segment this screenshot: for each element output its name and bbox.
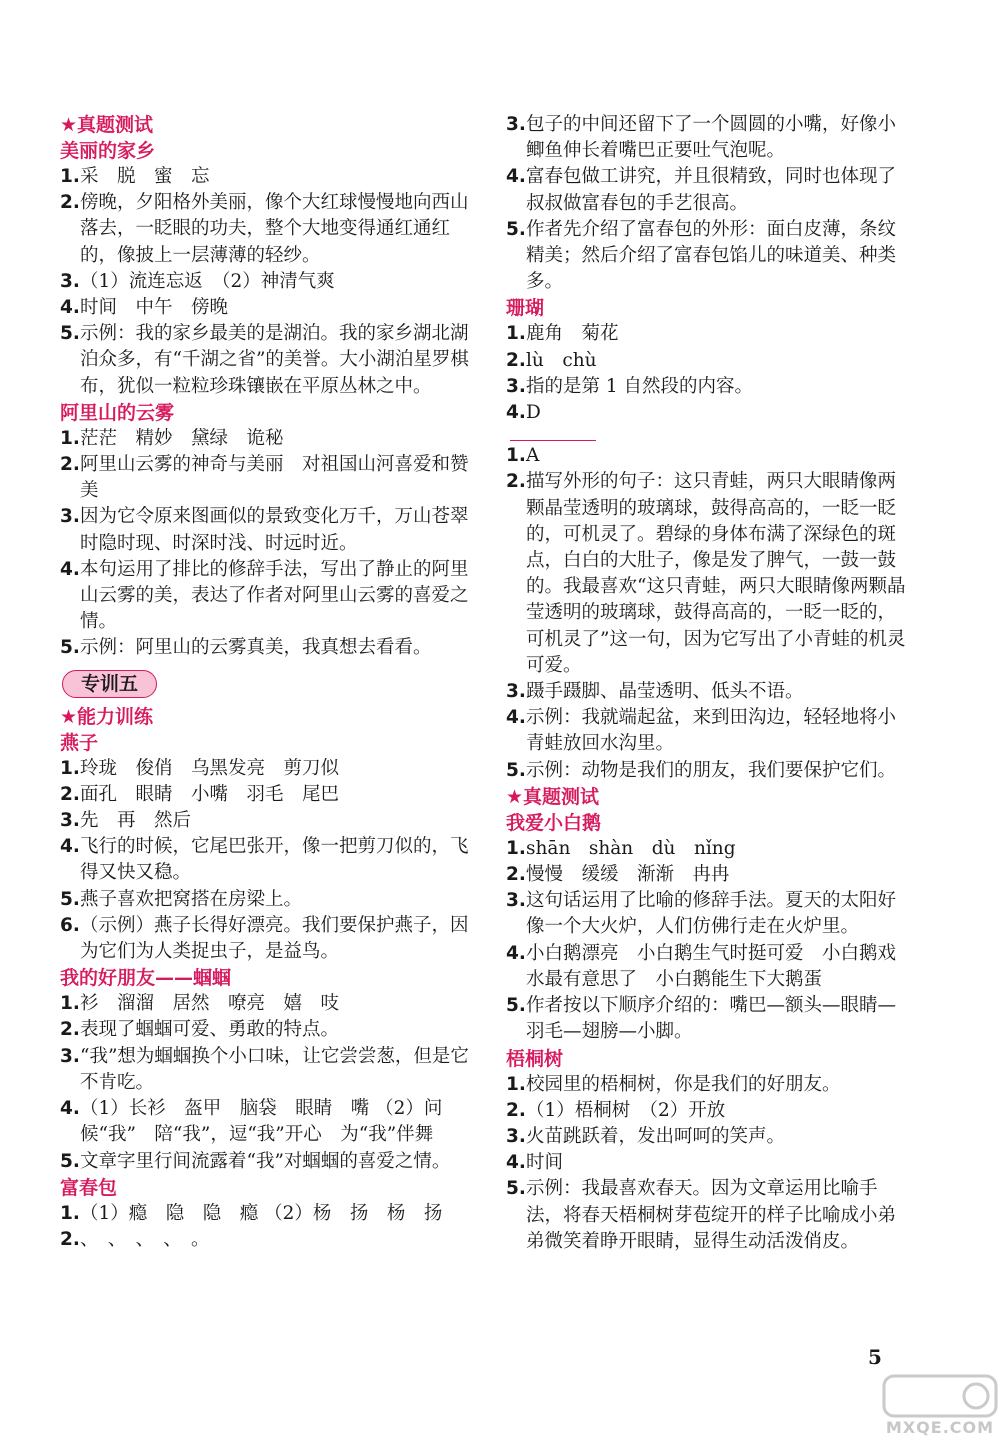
- answer-number: 3.: [506, 1125, 526, 1147]
- answer-text: 、 、 、 、 。: [80, 1228, 210, 1250]
- answer-item: [60, 1201, 472, 1227]
- answer-text: 本句运用了排比的修辞手法，写出了静止的阿里山云雾的美，表达了作者对阿里山云雾的喜爱之情。: [80, 558, 469, 633]
- answer-list: [60, 164, 472, 400]
- answer-number: 5.: [60, 1150, 80, 1172]
- answer-number: 2.: [60, 454, 80, 476]
- answer-item: [60, 1017, 472, 1043]
- answer-number: 4.: [506, 166, 526, 188]
- answer-text: lù chù: [526, 349, 597, 371]
- answer-item: [506, 993, 906, 1045]
- answer-text: 茫茫 精妙 黛绿 诡秘: [80, 427, 284, 449]
- answer-text: 阿里山云雾的神奇与美丽 对祖国山河喜爱和赞美: [80, 454, 469, 502]
- answer-number: 5.: [506, 1178, 526, 1200]
- answer-number: 4.: [60, 558, 80, 580]
- answer-item: [506, 1072, 906, 1098]
- answer-number: 4.: [60, 836, 80, 858]
- answer-item: [60, 426, 472, 452]
- answer-item: [506, 1176, 906, 1255]
- section-title: 我的好朋友——蝈蝈: [60, 967, 232, 990]
- answer-text: 表现了蝈蝈可爱、勇敢的特点。: [80, 1019, 340, 1041]
- answer-item: [60, 295, 472, 321]
- answer-item: [506, 469, 906, 679]
- answer-item: [60, 756, 472, 782]
- answer-list: [60, 756, 472, 966]
- answer-number: 2.: [60, 783, 80, 805]
- answer-text: 包子的中间还留下了一个圆圆的小嘴，好像小鲫鱼伸长着嘴巴正要吐气泡呢。: [526, 114, 897, 162]
- answer-number: 5.: [60, 637, 80, 659]
- answer-item: [506, 836, 906, 862]
- answer-text: 描写外形的句子：这只青蛙，两只大眼睛像两颗晶莹透明的玻璃球，鼓得高高的，一眨一眨的，可机灵了。碧绿的身体布满了深绿色的斑点，白白的大肚子，像是发了脾气，一鼓一鼓的。我最喜欢“这只青蛙，两只大眼睛像两颗晶莹透明的玻璃球，鼓得高高的，一眨一眨的，可机灵了”这一句，因为它写出了小青蛙的机灵可爱。: [526, 471, 906, 676]
- answer-list: [506, 836, 906, 1046]
- answer-number: 4.: [506, 942, 526, 964]
- answer-text: 鹿角 菊花: [526, 323, 619, 345]
- answer-text: 作者先介绍了富春包的外形：面白皮薄，条纹精美；然后介绍了富春包馅儿的味道美、种类多。: [526, 218, 897, 293]
- answer-item: [506, 679, 906, 705]
- answer-number: 5.: [506, 218, 526, 240]
- answer-number: 1.: [60, 993, 80, 1015]
- answer-item: [60, 635, 472, 661]
- answer-item: [506, 941, 906, 993]
- section-title: 珊瑚: [506, 297, 545, 320]
- answer-item: [506, 758, 906, 784]
- watermark-text: MXQE.COM: [885, 1418, 995, 1437]
- answer-text: 小白鹅漂亮 小白鹅生气时挺可爱 小白鹅戏水最有意思了 小白鹅能生下大鹅蛋: [526, 942, 897, 990]
- answer-item: [506, 164, 906, 216]
- answer-text: （1）长衫 盔甲 脑袋 眼睛 嘴 （2）问候“我” 陪“我”，逗“我”开心 为“我”伴舞: [80, 1098, 443, 1146]
- answer-number: 2.: [506, 471, 526, 493]
- answer-item: [60, 808, 472, 834]
- answer-text: 文章字里行间流露着“我”对蝈蝈的喜爱之情。: [80, 1150, 451, 1172]
- answer-item: [506, 400, 906, 426]
- answer-list: [506, 1072, 906, 1255]
- answer-text: 时间 中午 傍晚: [80, 297, 229, 319]
- section-title: 阿里山的云雾: [60, 401, 175, 424]
- answer-text: shān shàn dù nǐng: [526, 837, 736, 859]
- answer-text: 富春包做工讲究，并且很精致，同时也体现了叔叔做富春包的手艺很高。: [526, 166, 897, 214]
- answer-text: 校园里的梧桐树，你是我们的好朋友。: [526, 1073, 841, 1095]
- watermark-badge-icon: [880, 1370, 1000, 1420]
- answer-number: 4.: [60, 297, 80, 319]
- answer-number: 1.: [506, 445, 526, 467]
- answer-number: 2.: [506, 864, 526, 886]
- answer-text: （示例）燕子长得好漂亮。我们要保护燕子，因为它们为人类捉虫子，是益鸟。: [80, 914, 469, 963]
- answer-text: 指的是第 1 自然段的内容。: [526, 375, 754, 397]
- answer-item: [506, 321, 906, 347]
- answer-text: “我”想为蝈蝈换个小口味，让它尝尝葱，但是它不肯吃。: [80, 1045, 469, 1093]
- answer-item: [60, 164, 472, 190]
- answer-number: 1.: [60, 166, 80, 187]
- answer-number: 4.: [506, 707, 526, 729]
- page-number: 5: [868, 1345, 882, 1369]
- answer-item: [60, 269, 472, 295]
- answer-text: 燕子喜欢把窝搭在房梁上。: [80, 888, 303, 910]
- answer-text: 火苗跳跃着，发出呵呵的笑声。: [526, 1125, 786, 1147]
- answer-number: 2.: [506, 1099, 526, 1121]
- answer-text: 飞行的时候，它尾巴张开，像一把剪刀似的，飞得又快又稳。: [80, 836, 469, 884]
- answer-number: 3.: [60, 506, 80, 528]
- answer-item: [506, 1098, 906, 1124]
- answer-number: 2.: [60, 1228, 80, 1250]
- answer-item: [60, 190, 472, 269]
- answer-item: [60, 887, 472, 913]
- answer-text: D: [526, 402, 541, 424]
- section-star-heading: ★真题测试: [506, 785, 600, 808]
- answer-item: [506, 112, 906, 164]
- unit-banner: 专训五: [62, 670, 157, 698]
- answer-text: （1）瘾 隐 隐 瘾 （2）杨 扬 杨 扬: [80, 1202, 443, 1224]
- answer-item: [506, 443, 906, 469]
- answer-text: 慢慢 缓缓 渐渐 冉冉: [526, 864, 730, 886]
- answer-item: [60, 834, 472, 886]
- answer-text: 这句话运用了比喻的修辞手法。夏天的太阳好像一个大火炉，人们仿佛行走在火炉里。: [526, 890, 897, 938]
- answer-number: 1.: [60, 1202, 80, 1224]
- answer-item: [60, 452, 472, 504]
- answer-number: 1.: [506, 323, 526, 345]
- answer-item: [60, 1227, 472, 1253]
- answer-text: 玲珑 俊俏 乌黑发亮 剪刀似: [80, 757, 340, 779]
- section-title: 美丽的家乡: [60, 140, 156, 162]
- answer-item: [60, 557, 472, 636]
- answer-list: [506, 321, 906, 426]
- answer-number: 6.: [60, 914, 80, 936]
- answer-text: 时间: [526, 1152, 564, 1174]
- answer-item: [506, 1150, 906, 1176]
- answer-item: [60, 782, 472, 808]
- answer-text: （1）流连忘返 （2）神清气爽: [80, 270, 335, 292]
- answer-item: [506, 348, 906, 374]
- answer-number: 4.: [60, 1098, 80, 1120]
- answer-item: [60, 991, 472, 1017]
- answer-text: 示例：动物是我们的朋友，我们要保护它们。: [526, 759, 897, 781]
- answer-text: 因为它令原来图画似的景致变化万千，万山苍翠时隐时现、时深时浅、时远时近。: [80, 506, 469, 554]
- answer-item: [60, 1149, 472, 1175]
- section-star-heading: ★真题测试: [60, 114, 154, 136]
- answer-number: 2.: [60, 192, 80, 214]
- answer-item: [506, 217, 906, 296]
- answer-number: 3.: [506, 890, 526, 912]
- answer-number: 1.: [60, 427, 80, 449]
- answer-item: [506, 1124, 906, 1150]
- answer-item: [60, 913, 472, 965]
- watermark-logo: [880, 1370, 1000, 1447]
- answer-number: 1.: [60, 757, 80, 779]
- answer-text: 示例：阿里山的云雾真美，我真想去看看。: [80, 637, 432, 659]
- answer-text: 示例：我最喜欢春天。因为文章运用比喻手法，将春天梧桐树芽苞绽开的样子比喻成小弟弟微笑着睁开眼睛，显得生动活泼俏皮。: [526, 1178, 897, 1252]
- answer-text: 示例：我就端起盆，来到田沟边，轻轻地将小青蛙放回水沟里。: [526, 707, 897, 755]
- section-divider: [510, 440, 596, 441]
- answer-number: 1.: [506, 1073, 526, 1095]
- answer-text: 傍晚，夕阳格外美丽，像个大红球慢慢地向西山落去，一眨眼的功夫，整个大地变得通红通红的，像披上一层薄薄的轻纱。: [80, 192, 469, 266]
- answer-number: 2.: [506, 349, 526, 371]
- answer-list: [506, 443, 906, 784]
- left-column: [60, 112, 472, 1253]
- section-title: 燕子: [60, 731, 99, 754]
- answer-text: 示例：我的家乡最美的是湖泊。我的家乡湖北湖泊众多，有“千湖之省”的美誉。大小湖泊星罗棋布，犹似一粒粒珍珠镶嵌在平原丛林之中。: [80, 323, 469, 397]
- answer-number: 3.: [60, 270, 80, 292]
- answer-item: [60, 504, 472, 556]
- answer-number: 4.: [506, 402, 526, 424]
- answer-item: [60, 1044, 472, 1096]
- answer-text: 衫 溜溜 居然 嘹亮 嬉 吱: [80, 993, 340, 1015]
- answer-item: [60, 1096, 472, 1148]
- answer-number: 4.: [506, 1152, 526, 1174]
- answer-list: [60, 426, 472, 662]
- answer-text: （1）梧桐树 （2）开放: [526, 1099, 726, 1121]
- answer-list: [60, 991, 472, 1174]
- section-title: 梧桐树: [506, 1047, 564, 1070]
- answer-number: 3.: [60, 1045, 80, 1067]
- answer-number: 3.: [506, 375, 526, 397]
- answer-item: [506, 705, 906, 757]
- answer-number: 2.: [60, 1019, 80, 1041]
- section-star-heading: ★能力训练: [60, 705, 154, 728]
- answer-list: [60, 1201, 472, 1253]
- answer-number: 3.: [60, 810, 80, 832]
- answer-number: 5.: [60, 323, 80, 345]
- answer-number: 1.: [506, 837, 526, 859]
- answer-item: [506, 862, 906, 888]
- answer-item: [506, 888, 906, 940]
- answer-number: 3.: [506, 681, 526, 703]
- answer-text: 面孔 眼睛 小嘴 羽毛 尾巴: [80, 783, 340, 805]
- answer-number: 5.: [60, 888, 80, 910]
- section-title: 富春包: [60, 1176, 118, 1199]
- answer-number: 5.: [506, 995, 526, 1017]
- answer-text: 作者按以下顺序介绍的：嘴巴—额头—眼睛—羽毛—翅膀—小脚。: [526, 995, 897, 1043]
- answer-list: [506, 112, 906, 295]
- answer-number: 5.: [506, 759, 526, 781]
- answer-text: 蹑手蹑脚、晶莹透明、低头不语。: [526, 681, 804, 703]
- answer-text: 先 再 然后: [80, 810, 192, 832]
- answer-item: [506, 374, 906, 400]
- section-title: 我爱小白鹅: [506, 811, 602, 834]
- answer-text: 采 脱 蜜 忘: [80, 166, 210, 187]
- answer-number: 3.: [506, 114, 526, 135]
- right-column: [506, 112, 906, 1255]
- answer-item: [60, 321, 472, 400]
- answer-text: A: [526, 445, 540, 467]
